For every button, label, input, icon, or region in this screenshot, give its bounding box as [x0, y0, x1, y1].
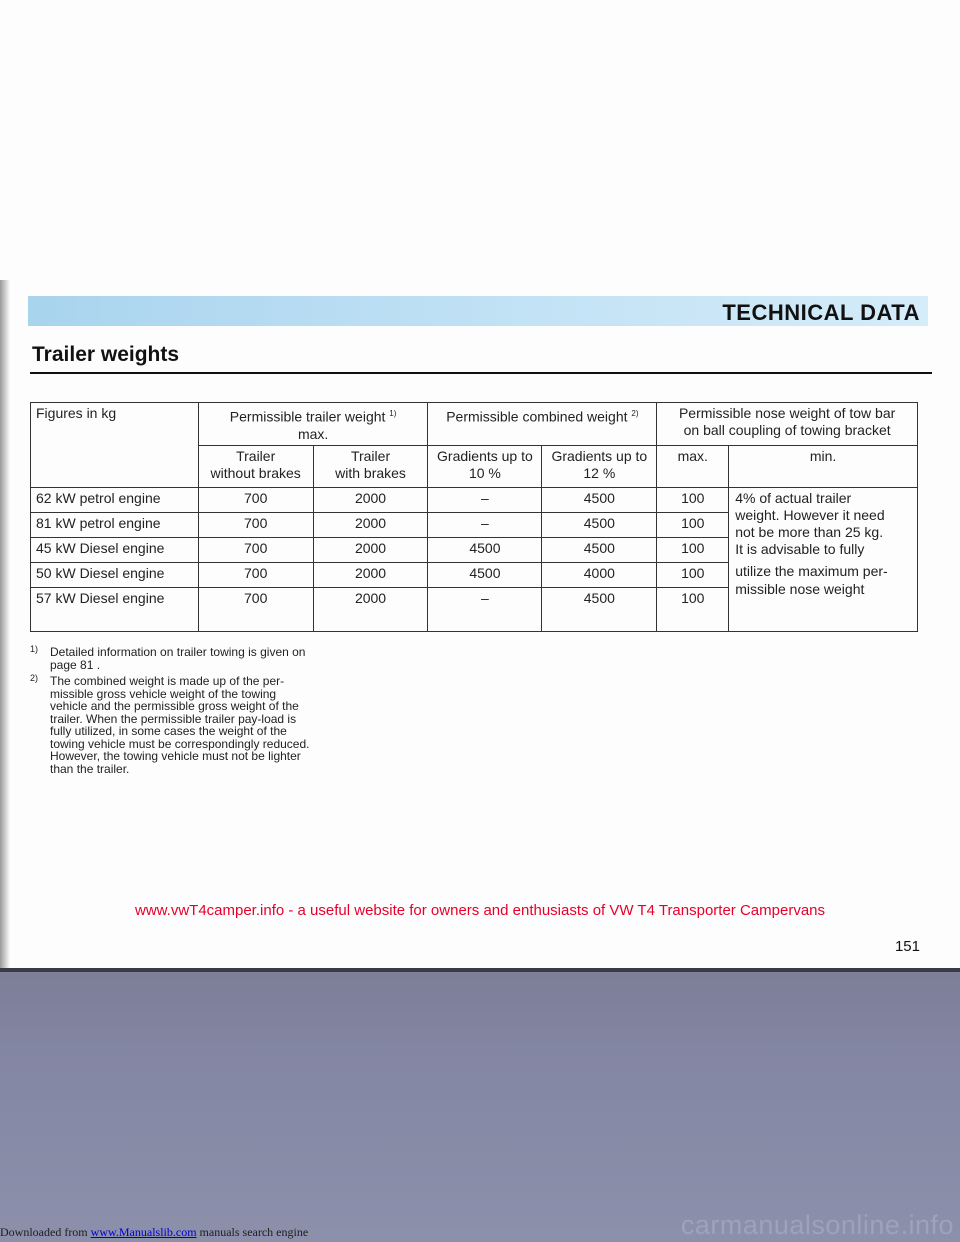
no-brakes-cell: 700	[198, 488, 313, 513]
gradient-10-cell: –	[428, 588, 542, 632]
gradient-12-cell: 4500	[542, 588, 657, 632]
header-combined-weight: Permissible combined weight $^{2)}$	[428, 403, 657, 446]
engine-cell: 57 kW Diesel engine	[31, 588, 199, 632]
nose-min-line: It is advisable to fully	[735, 541, 865, 557]
nose-max-cell: 100	[657, 538, 729, 563]
download-bar	[0, 1225, 308, 1240]
download-suffix: manuals search engine	[199, 1225, 309, 1239]
with-brakes-cell: 2000	[313, 588, 428, 632]
nose-max-cell: 100	[657, 588, 729, 632]
subheader-no-brakes: Trailer without brakes	[198, 446, 313, 488]
scan-background	[0, 968, 960, 1242]
footnote-mark: 2)	[30, 673, 39, 683]
subheader-nose-min: min.	[729, 446, 918, 488]
nose-min-note	[729, 488, 918, 632]
nose-min-line: missible nose weight	[735, 581, 865, 597]
header-figures: Figures in kg	[31, 403, 199, 488]
gradient-12-cell: 4500	[542, 538, 657, 563]
header-trailer-weight: Permissible trailer weight $^{1)}$ max.	[198, 403, 428, 446]
section-header-title: TECHNICAL DATA	[722, 300, 920, 325]
table-header-row	[31, 403, 918, 446]
nose-min-line: not be more than 25 kg.	[735, 524, 884, 540]
page-number: 151	[894, 938, 920, 955]
gradient-10-cell: –	[428, 513, 542, 538]
page-title: Trailer weights	[32, 343, 180, 366]
footnote	[30, 675, 315, 775]
engine-cell: 45 kW Diesel engine	[31, 538, 199, 563]
engine-cell: 50 kW Diesel engine	[31, 563, 199, 588]
footnotes	[30, 646, 315, 779]
with-brakes-cell: 2000	[313, 488, 428, 513]
gradient-12-cell: 4500	[542, 488, 657, 513]
subheader-gradient-10: Gradients up to 10 %	[428, 446, 542, 488]
gradient-12-cell: 4500	[542, 513, 657, 538]
site-watermark: carmanualsonline.info	[680, 1210, 954, 1240]
nose-min-line: 4% of actual trailer	[735, 490, 852, 506]
page-binding-edge	[0, 280, 10, 970]
with-brakes-cell: 2000	[313, 538, 428, 563]
with-brakes-cell: 2000	[313, 563, 428, 588]
no-brakes-cell: 700	[198, 588, 313, 632]
nose-max-cell: 100	[657, 488, 729, 513]
promo-link[interactable]: www.vwT4camper.info - a useful website for owners and enthusiasts of VW T4 Transporter Campervans	[134, 902, 826, 919]
nose-max-cell: 100	[657, 513, 729, 538]
subheader-gradient-12: Gradients up to 12 %	[542, 446, 657, 488]
engine-cell: 62 kW petrol engine	[31, 488, 199, 513]
table-row	[31, 488, 918, 513]
footnote-text: Detailed information on trailer towing is given on page 81 .	[50, 645, 306, 672]
gradient-10-cell: 4500	[428, 538, 542, 563]
no-brakes-cell: 700	[198, 538, 313, 563]
subheader-nose-max: max.	[657, 446, 729, 488]
trailer-weights-table	[30, 402, 918, 632]
footnote-text: The combined weight is made up of the per-missible gross vehicle weight of the towing vehicle and the permissible gross weight of the trailer. When the permissible trailer pay-load is fully utilized, in some cases the weight of the towing vehicle must be correspondingly reduced. However, the towing vehicle must not be lighter than the trailer.	[50, 674, 310, 776]
nose-min-line: utilize the maximum per-	[735, 563, 888, 579]
subheader-with-brakes: Trailer with brakes	[313, 446, 428, 488]
gradient-12-cell: 4000	[542, 563, 657, 588]
engine-cell: 81 kW petrol engine	[31, 513, 199, 538]
header-nose-weight: Permissible nose weight of tow bar on ball coupling of towing bracket	[657, 403, 918, 446]
download-prefix: Downloaded from	[0, 1225, 88, 1239]
nose-max-cell: 100	[657, 563, 729, 588]
title-rule	[30, 372, 932, 374]
no-brakes-cell: 700	[198, 563, 313, 588]
no-brakes-cell: 700	[198, 513, 313, 538]
with-brakes-cell: 2000	[313, 513, 428, 538]
gradient-10-cell: –	[428, 488, 542, 513]
nose-min-line: weight. However it need	[735, 507, 885, 523]
gradient-10-cell: 4500	[428, 563, 542, 588]
footnote-mark: 1)	[30, 644, 39, 654]
manualslib-link[interactable]: www.Manualslib.com	[90, 1225, 197, 1239]
footnote	[30, 646, 315, 671]
